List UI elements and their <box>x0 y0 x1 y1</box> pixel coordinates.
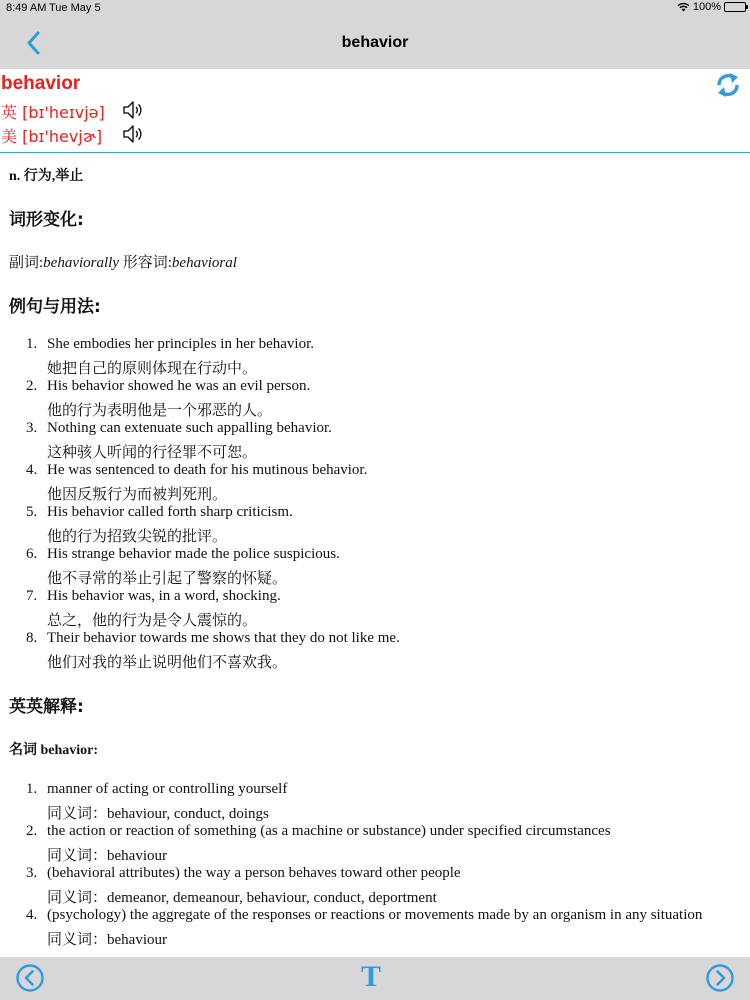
adjective-form: behavioral <box>171 255 237 271</box>
examples-title: 例句与用法: <box>9 297 101 317</box>
nav-bar <box>0 16 750 69</box>
uk-phonetic: 英 [bɪ'heɪvjə] <box>1 103 105 122</box>
example-item: 8. Their behavior towards me shows that they do not like me. 他们对我的举止说明他们不喜欢我。 <box>26 630 400 671</box>
speaker-uk-icon[interactable] <box>122 100 144 120</box>
english-definition-item: 1. manner of acting or controlling yourself 同义词：behaviour, conduct, doings <box>26 781 288 822</box>
forms-title: 词形变化: <box>9 210 84 230</box>
part-of-speech-definition: n. 行为,举止 <box>9 169 84 184</box>
status-right <box>677 1 746 13</box>
example-item: 7. His behavior was, in a word, shocking. 总之，他的行为是令人震惊的。 <box>26 588 281 629</box>
example-item: 6. His strange behavior made the police suspicious. 他不寻常的举止引起了警察的怀疑。 <box>26 546 340 587</box>
bottom-toolbar <box>0 957 750 1000</box>
noun-heading: 名词 behavior: <box>9 743 99 758</box>
nav-title: behavior <box>341 34 409 51</box>
examples-list <box>0 336 750 672</box>
status-time: 8:49 AM <box>6 2 47 14</box>
wifi-icon <box>677 2 690 12</box>
refresh-icon[interactable] <box>715 71 741 99</box>
english-explanation-title: 英英解释: <box>9 697 84 717</box>
example-item: 4. He was sentenced to death for his mutinous behavior. 他因反叛行为而被判死刑。 <box>26 462 368 503</box>
example-item: 3. Nothing can extenuate such appalling behavior. 这种骇人听闻的行径罪不可恕。 <box>26 420 332 461</box>
previous-arrow-icon[interactable] <box>15 963 45 993</box>
adjective-label: 形容词: <box>119 255 172 271</box>
definition-content[interactable] <box>0 155 750 957</box>
headword: behavior <box>1 73 81 94</box>
adverb-label: 副词: <box>9 255 44 271</box>
english-definition-item: 2. the action or reaction of something (as a machine or substance) under specified circumstances 同义词：behaviour <box>26 823 611 864</box>
example-item: 1. She embodies her principles in her behavior. 她把自己的原则体现在行动中。 <box>26 336 315 377</box>
battery-percent: 100% <box>692 1 721 13</box>
status-date: Tue May 5 <box>49 2 101 14</box>
next-arrow-icon[interactable] <box>705 963 735 993</box>
battery-icon <box>724 2 746 12</box>
word-header <box>0 69 750 153</box>
english-definition-item: 3. (behavioral attributes) the way a person behaves toward other people 同义词：demeanor, demeanour, behaviour, conduct, deportment <box>26 865 461 906</box>
us-phonetic: 美 [bɪ'hevjɚ] <box>1 127 103 146</box>
english-definitions-list <box>0 781 750 949</box>
speaker-us-icon[interactable] <box>122 124 144 144</box>
english-definition-item: 4. (psychology) the aggregate of the responses or reactions or movements made by an organism in any situation 同义词：behaviour <box>26 907 703 948</box>
status-bar <box>0 0 750 16</box>
word-forms <box>9 251 237 272</box>
example-item: 5. His behavior called forth sharp criticism. 他的行为招致尖锐的批评。 <box>26 504 293 545</box>
adverb-form: behaviorally <box>43 255 119 271</box>
font-size-button[interactable]: T <box>361 960 382 993</box>
example-item: 2. His behavior showed he was an evil person. 他的行为表明他是一个邪恶的人。 <box>26 378 311 419</box>
